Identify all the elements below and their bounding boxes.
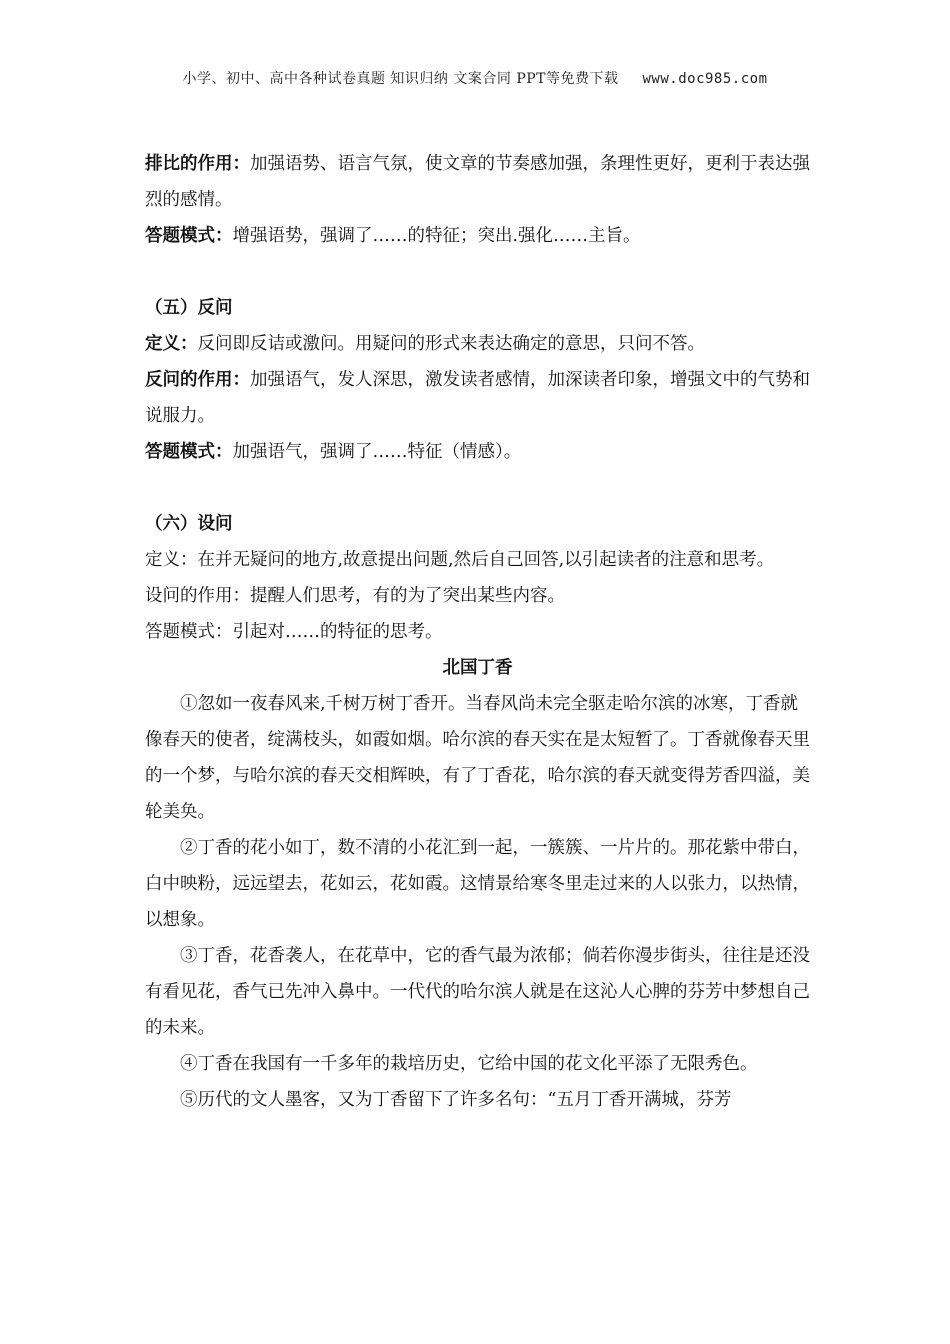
- page-header: [0, 68, 950, 88]
- article-paragraph: ①忽如一夜春风来,千树万树丁香开。当春风尚未完全驱走哈尔滨的冰寒，丁香就像春天的使者，绽满枝头，如霞如烟。哈尔滨的春天实在是太短暂了。丁香就像春天里的一个梦，与哈尔滨的春天交相辉映，有了丁香花，哈尔滨的春天就变得芳香四溢，美轮美奂。: [145, 694, 810, 822]
- fanwen-effect-label: 反问的作用：: [145, 370, 250, 390]
- fanwen-def-label: 定义：: [145, 334, 198, 354]
- shewen-section: [145, 506, 810, 650]
- article-paragraph: ④丁香在我国有一千多年的栽培历史，它给中国的花文化平添了无限秀色。: [180, 1054, 758, 1074]
- paibi-section: [145, 146, 810, 254]
- shewen-answer: 答题模式：引起对……的特征的思考。: [145, 622, 443, 642]
- fanwen-section: [145, 290, 810, 470]
- paibi-effect: [145, 146, 810, 218]
- paibi-effect-label: 排比的作用：: [145, 154, 250, 174]
- article-title: 北国丁香: [442, 658, 513, 678]
- header-text: 小学、初中、高中各种试卷真题 知识归纳 文案合同 PPT等免费下载: [182, 71, 619, 87]
- paibi-answer-text: 增强语势，强调了……的特征；突出.强化……主旨。: [232, 226, 641, 246]
- article-paragraph: ②丁香的花小如丁，数不清的小花汇到一起，一簇簇、一片片的。那花紫中带白，白中映粉，远远望去，花如云，花如霞。这情景给寒冬里走过来的人以张力，以热情，以想象。: [145, 838, 810, 930]
- header-site-link[interactable]: www.doc985.com: [642, 71, 768, 87]
- shewen-effect: 设问的作用：提醒人们思考，有的为了突出某些内容。: [145, 586, 565, 606]
- article-paragraph: ⑤历代的文人墨客，又为丁香留下了许多名句：“五月丁香开满城，芬芳: [180, 1090, 732, 1110]
- fanwen-effect-text: 加强语气，发人深思，激发读者感情，加深读者印象，增强文中的气势和说服力。: [145, 370, 810, 426]
- fanwen-def-text: 反问即反诘或激问。用疑问的形式来表达确定的意思，只问不答。: [197, 334, 705, 354]
- shewen-definition: 定义：在并无疑问的地方,故意提出问题,然后自己回答,以引起读者的注意和思考。: [145, 550, 775, 570]
- spacer: [145, 470, 810, 506]
- article-paragraph: ③丁香，花香袭人，在花草中，它的香气最为浓郁；倘若你漫步街头，往往是还没有看见花，香气已先冲入鼻中。一代代的哈尔滨人就是在这沁人心脾的芬芳中梦想自己的未来。: [145, 946, 810, 1038]
- fanwen-answer-text: 加强语气，强调了……特征（情感）。: [232, 442, 522, 462]
- paibi-answer-label: 答题模式：: [145, 226, 233, 246]
- document-body: [145, 146, 810, 1118]
- article-body: [145, 686, 810, 1118]
- paibi-answer: [145, 218, 810, 254]
- fanwen-heading: （五）反问: [145, 298, 233, 318]
- fanwen-answer: [145, 434, 810, 470]
- fanwen-effect: [145, 362, 810, 434]
- paibi-effect-text: 加强语势、语言气氛，使文章的节奏感加强，条理性更好，更利于表达强烈的感情。: [145, 154, 810, 210]
- shewen-heading: （六）设问: [145, 514, 233, 534]
- fanwen-answer-label: 答题模式：: [145, 442, 233, 462]
- fanwen-definition: [145, 326, 810, 362]
- spacer: [145, 254, 810, 290]
